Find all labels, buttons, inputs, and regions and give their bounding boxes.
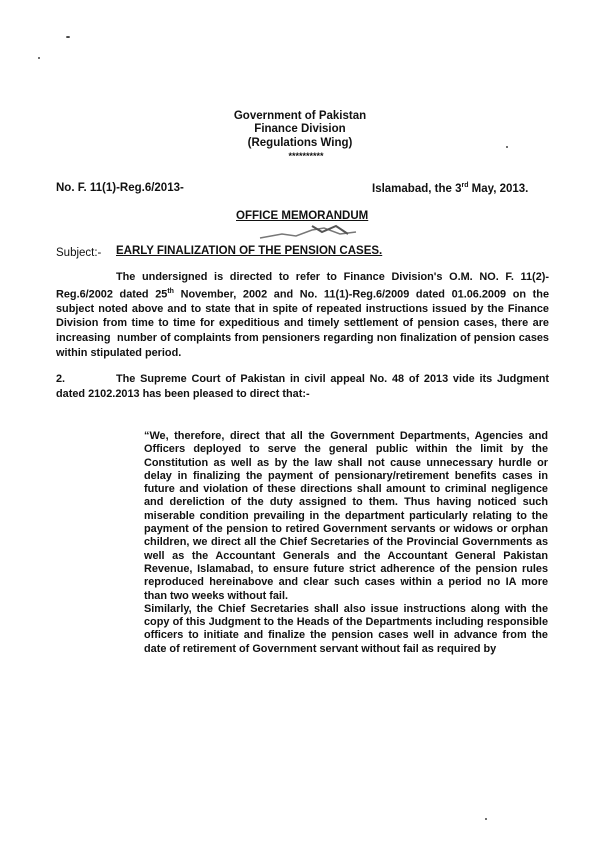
place-date: Islamabad, the 3rd May, 2013. <box>372 182 529 195</box>
subject-label: Subject:- <box>56 247 102 259</box>
scan-speck <box>506 146 508 148</box>
header-government: Government of Pakistan <box>233 110 367 122</box>
header-division: Finance Division <box>254 123 346 135</box>
subject-text: EARLY FINALIZATION OF THE PENSION CASES. <box>116 245 383 257</box>
quote-part-2: Similarly, the Chief Secretaries shall also issue instructions along with the copy of this Judgment to the Heads of the Departments including responsible officers to initiate and finalize the pension cases well in advance from the date of retirement of Government servant without fail as required by <box>144 602 548 655</box>
paragraph-2-number: 2. <box>56 373 66 385</box>
paragraph-2 <box>56 372 549 401</box>
quote-part-1: “We, therefore, direct that all the Government Departments, Agencies and Officers deployed to serve the general public within the limit by the Constitution as well as by the law shall not cause unnecessary hurdle or delay in finalizing the payment of pensionary/retirement benefits cases in future and violation of these directions shall amount to criminal negligence and dereliction of the duty assigned to them. Thus having noticed such miserable condition prevailing in the department particularly relating to the payment of the pension to retired Government servants or widows or orphan children, we direct all the Chief Secretaries of the Provincial Governments as well as the Accountant Generals and the Accountant General Pakistan Revenue, Islamabad, to ensure future strict adherence of the pension rules reproduced hereinabove and clear such cases within a period no IA more than two weeks without fail. <box>144 430 548 602</box>
scan-speck <box>38 57 40 59</box>
header-wing: (Regulations Wing) <box>247 137 353 149</box>
scan-speck <box>485 818 487 820</box>
judgment-quote <box>144 430 548 656</box>
scan-speck <box>66 36 70 38</box>
paragraph-1: The undersigned is directed to refer to Finance Division's O.M. NO. F. 11(2)-Reg.6/2002 dated 25th November, 2002 and No. 11(1)-Reg.6/2009 dated 01.06.2009 on the subject noted above and to state that in spite of repeated instructions issued by the Finance Division from time to time for expeditious and timely settlement of pension cases, there are increasing number of complaints from pensioners regarding non finalization of pension cases within stipulated period. <box>56 271 550 359</box>
file-number: No. F. 11(1)-Reg.6/2013- <box>56 182 184 194</box>
paragraph-2-text: The Supreme Court of Pakistan in civil appeal No. 48 of 2013 vide its Judgment dated 2102.2013 has been pleased to direct that:- <box>56 373 549 400</box>
header-stars: ********** <box>288 151 324 161</box>
memo-title: OFFICE MEMORANDUM <box>236 210 369 222</box>
ink-smudge <box>252 222 362 244</box>
